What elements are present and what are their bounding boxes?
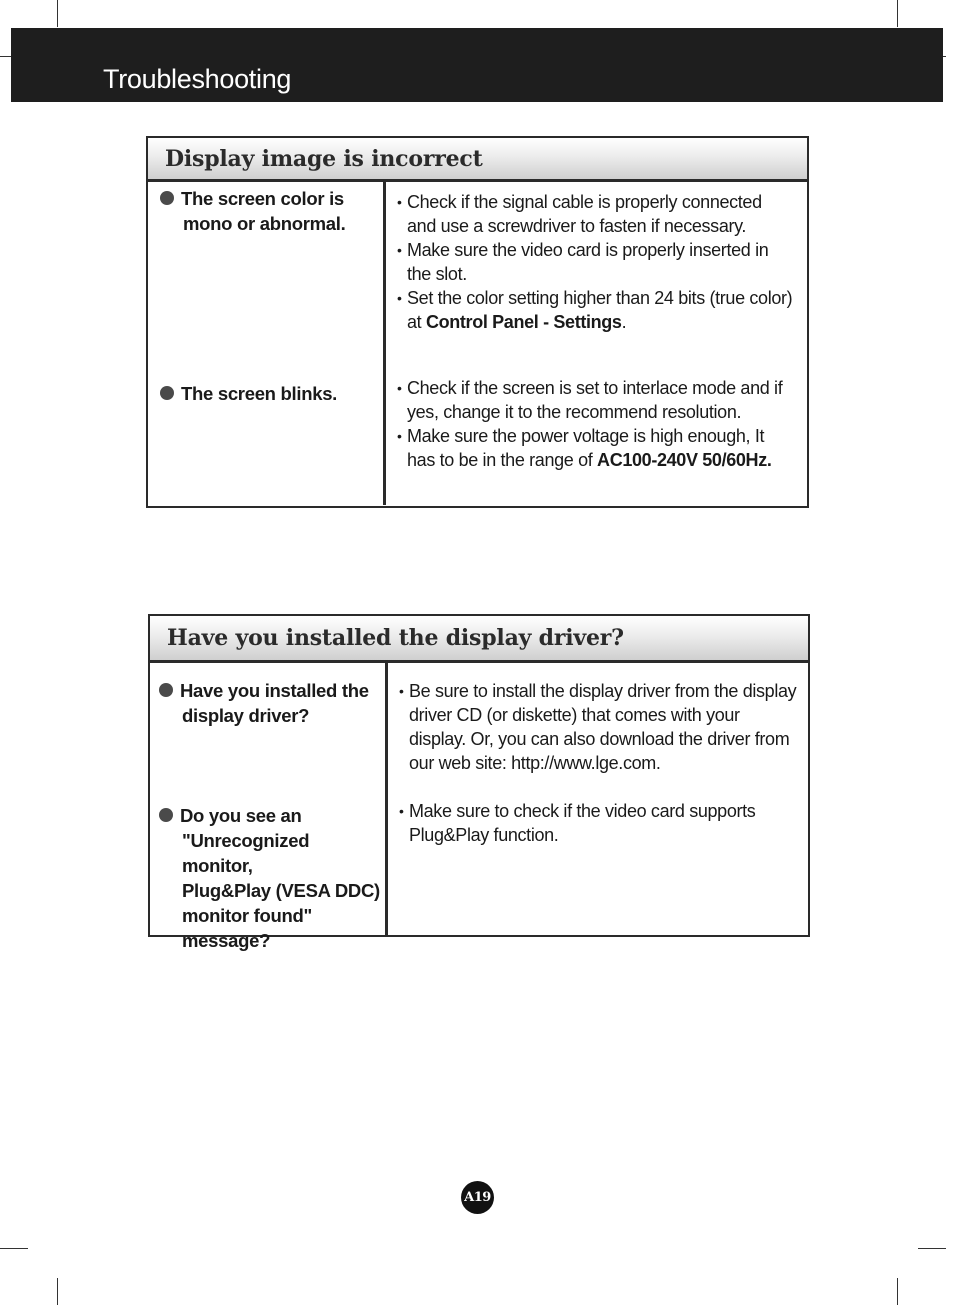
section-title: Display image is incorrect <box>165 145 483 172</box>
remedy-item <box>399 799 804 847</box>
remedy-emphasis: AC100-240V 50/60Hz. <box>597 450 772 470</box>
remedy-line: Set the color setting higher than 24 bits (true color) <box>407 288 793 308</box>
crop-mark <box>897 1278 898 1305</box>
page-number-badge: A19 <box>461 1181 494 1214</box>
remedy-list <box>399 799 804 847</box>
section-header <box>148 138 807 182</box>
bullet-icon: • <box>399 803 404 819</box>
remedy-item <box>397 190 802 238</box>
bullet-dot-icon <box>160 191 174 205</box>
bullet-dot-icon <box>159 683 173 697</box>
symptom-line: Do you see an <box>180 805 302 826</box>
symptom-line: message? <box>182 930 271 951</box>
crop-mark <box>0 1248 28 1249</box>
column-divider <box>383 182 386 505</box>
section-header <box>150 616 808 663</box>
section-body <box>150 663 808 951</box>
crop-mark <box>57 0 58 27</box>
remedy-line: display. Or, you can also download the driver from <box>409 729 790 749</box>
remedy-item <box>397 376 802 424</box>
crop-mark <box>918 1248 946 1249</box>
remedy-item <box>397 424 802 472</box>
remedy-list <box>397 190 802 334</box>
remedy-line: driver CD (or diskette) that comes with your <box>409 705 740 725</box>
remedy-item <box>399 679 804 775</box>
remedy-line: Make sure to check if the video card supports <box>409 801 756 821</box>
remedy-list <box>399 679 804 775</box>
remedy-text: . <box>621 312 627 332</box>
remedy-line <box>407 310 802 334</box>
symptom-line: "Unrecognized monitor, <box>182 830 310 876</box>
remedy-line: Make sure the video card is properly inserted in <box>407 240 769 260</box>
section-display-driver <box>148 614 810 951</box>
symptom-line: mono or abnormal. <box>183 213 346 234</box>
remedy-line: Be sure to install the display driver from the display <box>409 681 797 701</box>
remedy-text: at <box>407 312 426 332</box>
remedy-line: yes, change it to the recommend resolution. <box>407 402 742 422</box>
symptom-line: monitor found" <box>182 905 312 926</box>
symptom-line: Plug&Play (VESA DDC) <box>182 880 380 901</box>
symptom-line: display driver? <box>182 705 310 726</box>
remedy-line <box>407 448 802 472</box>
page-title: Troubleshooting <box>103 64 292 94</box>
bullet-icon: • <box>397 194 402 210</box>
bullet-icon: • <box>397 380 402 396</box>
section-display-image-incorrect <box>146 136 809 508</box>
symptom-line: The screen blinks. <box>181 383 338 404</box>
section-title: Have you installed the display driver? <box>167 625 624 651</box>
remedy-line: Check if the signal cable is properly connected <box>407 192 762 212</box>
section-body <box>148 182 807 505</box>
remedy-emphasis: Control Panel - Settings <box>425 312 622 332</box>
remedy-item <box>397 238 802 286</box>
symptom-screen-blinks <box>160 381 380 406</box>
remedy-line: Plug&Play function. <box>409 825 559 845</box>
bullet-dot-icon <box>159 808 173 822</box>
remedy-line: our web site: http://www.lge.com. <box>409 753 661 773</box>
bullet-icon: • <box>397 428 402 444</box>
remedy-list <box>397 376 802 472</box>
symptom-unrecognized-monitor <box>159 803 384 953</box>
bullet-dot-icon <box>160 386 174 400</box>
remedy-line: Make sure the power voltage is high enough, It <box>407 426 765 446</box>
remedy-line: and use a screwdriver to fasten if necessary. <box>407 216 747 236</box>
remedy-line: the slot. <box>407 264 467 284</box>
crop-mark <box>57 1278 58 1305</box>
crop-mark <box>897 0 898 27</box>
symptom-driver-installed <box>159 678 384 728</box>
bullet-icon: • <box>399 683 404 699</box>
bullet-icon: • <box>397 290 402 306</box>
symptom-color-abnormal <box>160 186 380 236</box>
bullet-icon: • <box>397 242 402 258</box>
column-divider <box>385 663 388 935</box>
remedy-text: has to be in the range of <box>407 450 598 470</box>
remedy-line: Check if the screen is set to interlace mode and if <box>407 378 783 398</box>
symptom-line: Have you installed the <box>180 680 369 701</box>
remedy-item <box>397 286 802 334</box>
symptom-line: The screen color is <box>181 188 344 209</box>
